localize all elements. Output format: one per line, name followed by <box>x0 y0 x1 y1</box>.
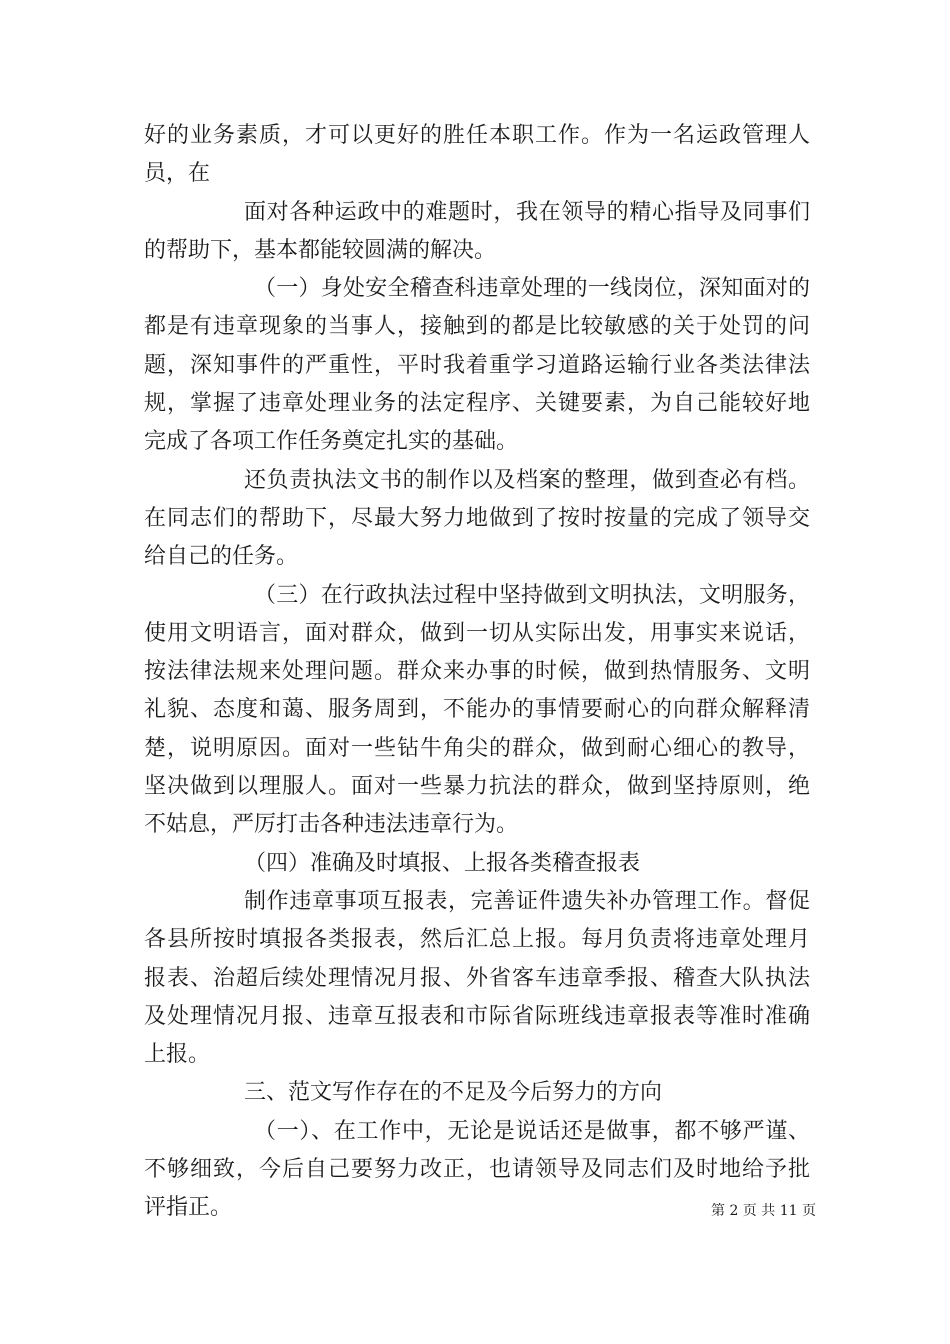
body-line: 题，深知事件的严重性，平时我着重学习道路运输行业各类法律法 <box>144 352 810 378</box>
body-line: （一）、在工作中，无论是说话还是做事，都不够严谨、 <box>254 1118 810 1144</box>
body-line: 按法律法规来处理问题。群众来办事的时候，做到热情服务、文明 <box>144 659 810 685</box>
body-line: 面对各种运政中的难题时，我在领导的精心指导及同事们 <box>244 199 810 225</box>
body-line: 规，掌握了违章处理业务的法定程序、关键要素，为自己能较好地 <box>144 391 810 417</box>
body-line: 不姑息，严厉打击各种违法违章行为。 <box>144 812 519 838</box>
body-line: 员，在 <box>144 161 211 187</box>
body-line: 都是有违章现象的当事人，接触到的都是比较敏感的关于处罚的问 <box>144 314 810 340</box>
body-line: 在同志们的帮助下，尽最大努力地做到了按时按量的完成了领导交 <box>144 505 810 531</box>
document-body <box>144 117 810 1228</box>
body-line: 坚决做到以理服人。面对一些暴力抗法的群众，做到坚持原则，绝 <box>144 774 810 800</box>
body-line: 好的业务素质，才可以更好的胜任本职工作。作为一名运政管理人 <box>144 123 810 148</box>
body-line: 礼貌、态度和蔼、服务周到，不能办的事情要耐心的向群众解释清 <box>144 697 810 723</box>
body-line: 上报。 <box>144 1042 211 1068</box>
body-line: 的帮助下，基本都能较圆满的解决。 <box>144 237 497 263</box>
body-line: （三）在行政执法过程中坚持做到文明执法，文明服务， <box>254 582 810 608</box>
body-line: 报表、治超后续处理情况月报、外省客车违章季报、稽查大队执法 <box>144 965 810 991</box>
body-line: 不够细致，今后自己要努力改正，也请领导及同志们及时地给予批 <box>144 1157 810 1183</box>
body-line: 及处理情况月报、违章互报表和市际省际班线违章报表等准时准确 <box>144 1003 810 1029</box>
body-line: 制作违章事项互报表，完善证件遗失补办管理工作。督促 <box>244 888 810 914</box>
body-line: （一）身处安全稽查科违章处理的一线岗位，深知面对的 <box>254 276 810 302</box>
page-number: 第 2 页 共 11 页 <box>711 1203 816 1219</box>
body-line: 各县所按时填报各类报表，然后汇总上报。每月负责将违章处理月 <box>144 927 810 953</box>
body-line: 使用文明语言，面对群众，做到一切从实际出发，用事实来说话， <box>144 620 810 646</box>
body-line: （四）准确及时填报、上报各类稽查报表 <box>244 850 641 876</box>
body-line: 楚，说明原因。面对一些钻牛角尖的群众，做到耐心细心的教导， <box>144 735 810 761</box>
body-line: 完成了各项工作任务奠定扎实的基础。 <box>144 429 519 455</box>
body-line: 给自己的任务。 <box>144 544 299 570</box>
section-heading: 三、范文写作存在的不足及今后努力的方向 <box>244 1080 663 1106</box>
body-line: 还负责执法文书的制作以及档案的整理，做到查必有档。 <box>244 467 810 493</box>
body-line: 评指正。 <box>144 1195 233 1221</box>
